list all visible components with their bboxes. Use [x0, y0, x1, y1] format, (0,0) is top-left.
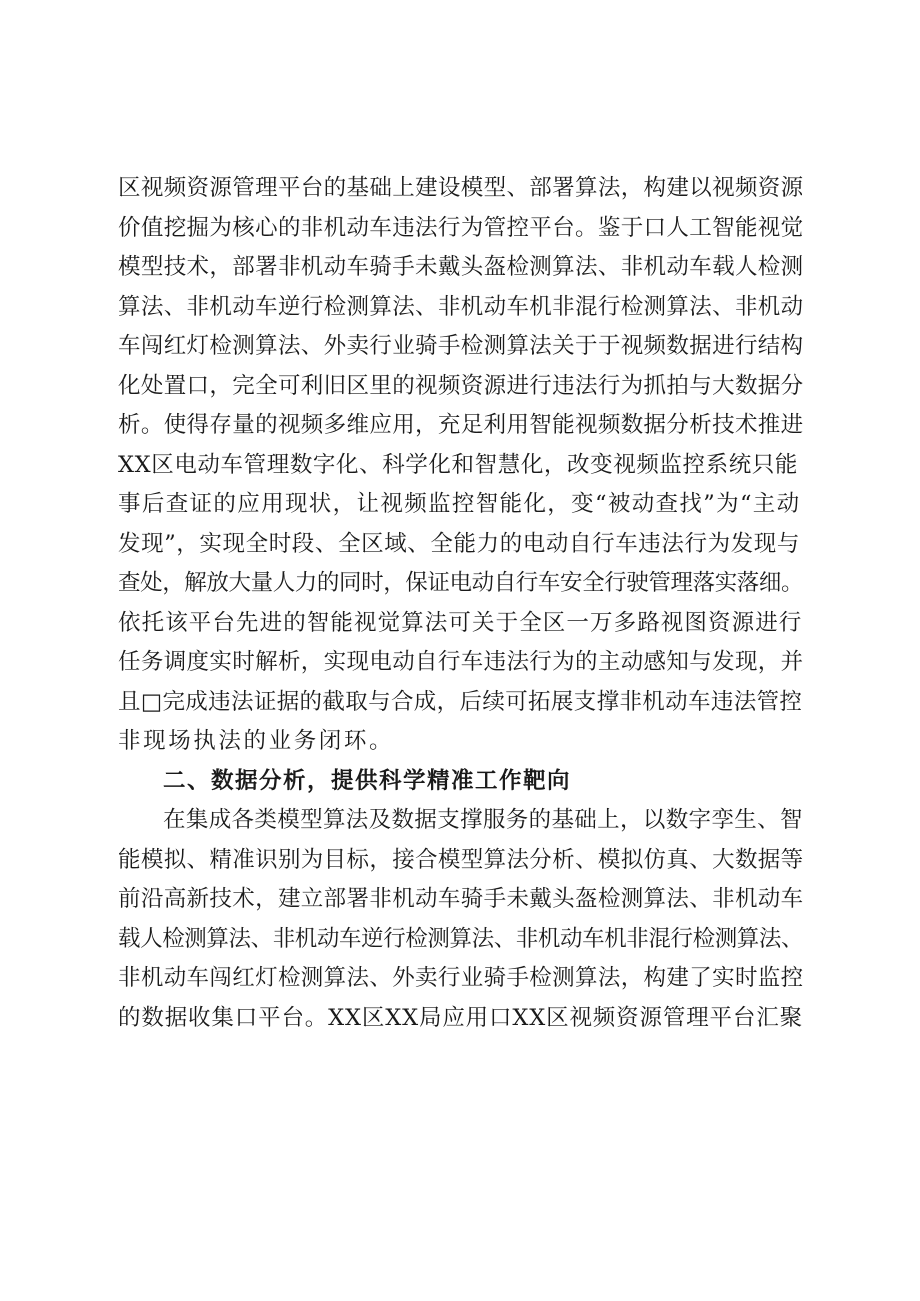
text-line: 算法、非机动车逆行检测算法、非机动车机非混行检测算法、非机动 — [118, 293, 804, 320]
text-line: 发现”，实现全时段、全区域、全能力的电动自行车违法行为发现与 — [118, 530, 801, 557]
section-heading: 二、数据分析，提供科学精准工作靶向 — [163, 767, 572, 794]
document-body — [118, 169, 804, 1038]
text-line: 车闯红灯检测算法、外卖行业骑手检测算法关于于视频数据进行结构 — [118, 333, 804, 359]
text-line: 任务调度实时解析，实现电动自行车违法行为的主动感知与发现，并 — [118, 649, 804, 675]
text-line: 非机动车闯红灯检测算法、外卖行业骑手检测算法，构建了实时监控 — [118, 965, 804, 991]
text-line: 查处，解放大量人力的同时，保证电动自行车安全行驶管理落实落细。 — [118, 570, 804, 596]
text-line: 价值挖掘为核心的非机动车违法行为管控平台。鉴于口人工智能视觉 — [118, 214, 804, 241]
text-line: 前沿高新技术，建立部署非机动车骑手未戴头盔检测算法、非机动车 — [118, 886, 804, 912]
text-line: 且□完成违法证据的截取与合成，后续可拓展支撑非机动车违法管控 — [118, 688, 803, 715]
text-line: 化处置口，完全可利旧区里的视频资源进行违法行为抓拍与大数据分 — [118, 372, 804, 399]
text-line: 区视频资源管理平台的基础上建设模型、部署算法，构建以视频资源 — [118, 175, 804, 201]
text-line: 载人检测算法、非机动车逆行检测算法、非机动车机非混行检测算法、 — [118, 925, 804, 952]
text-line: 能模拟、精准识别为目标，接合模型算法分析、模拟仿真、大数据等 — [118, 846, 804, 873]
text-line: 依托该平台先进的智能视觉算法可关于全区一万多路视图资源进行 — [118, 609, 803, 636]
text-line: 模型技术，部署非机动车骑手未戴头盔检测算法、非机动车载人检测 — [118, 254, 804, 280]
text-line: 的数据收集口平台。XX区XX局应用口XX区视频资源管理平台汇聚 — [118, 1004, 803, 1031]
text-line: 事后查证的应用现状，让视频监控智能化，变“被动查找”为“主动 — [118, 491, 801, 517]
text-line: 在集成各类模型算法及数据支撑服务的基础上，以数字孪生、智 — [163, 807, 803, 833]
text-line: 非现场执法的业务闭环。 — [118, 728, 395, 754]
text-line: XX区电动车管理数字化、科学化和智慧化，改变视频监控系统只能 — [118, 451, 799, 478]
text-line: 析。使得存量的视频多维应用，充足利用智能视频数据分析技术推进 — [118, 412, 804, 438]
paragraph-1 — [118, 169, 804, 762]
paragraph-2 — [118, 801, 804, 1038]
